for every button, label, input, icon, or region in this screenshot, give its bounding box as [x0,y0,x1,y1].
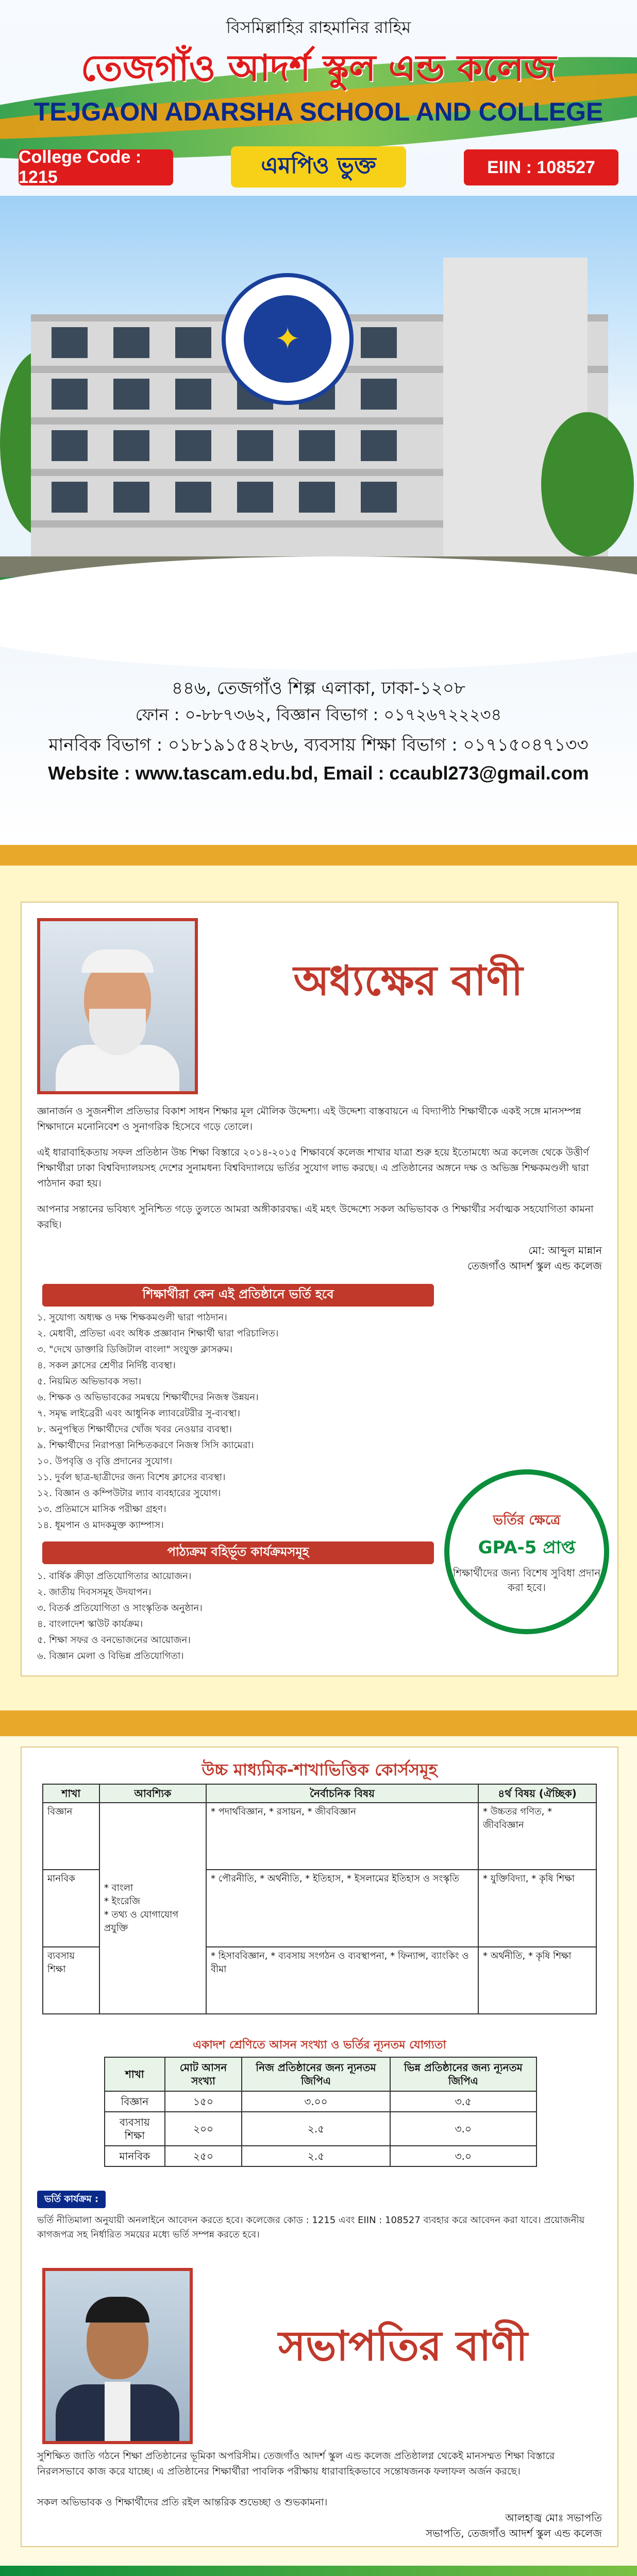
admission-cell: ৩.০ [390,2146,537,2166]
chairman-paragraph: সুশিক্ষিত জাতি গঠনে শিক্ষা প্রতিষ্ঠানের ভূমিকা অপরিসীম। তেজগাঁও আদর্শ স্কুল এন্ড কলেজ প্রতিষ্ঠালগ্ন থেকেই মানসম্মত শিক্ষা বিস্তারে নিরলসভাবে কাজ করে যাচ্ছে। এ প্রতিষ্ঠানের শিক্ষার্থীরা পাবলিক পরীক্ষায় ধারাবাহিকভাবে সন্তোষজনক ফলাফল অর্জন করছে। [37,2450,555,2477]
list-item: ৫. শিক্ষা সফর ও বনভোজনের আয়োজন। [37,1635,191,1646]
admission-cell: ২.৫ [242,2146,390,2166]
admission-header: মোট আসন সংখ্যা [165,2057,242,2091]
principal-paragraph-1: জ্ঞানার্জন ও সুজনশীল প্রতিভার বিকাশ সাধন শিক্ষার মূল মৌলিক উদ্দেশ্য। এই উদ্দেশ্য বাস্তবায়নে এ বিদ্যাপীঠ শিক্ষার্থীকে একই সঙ্গে মানসম্পন্ন শিক্ষাদানে মনোনিবেশ ও সুনাগরিক হিসেবে গড়ে তোলে। [37,1106,581,1132]
admission-cell: ২.৫ [242,2112,390,2146]
header-bottom-wave [0,556,637,670]
course-elective-cell: * পৌরনীতি, * অর্থনীতি, * ইতিহাস, * ইসলামের ইতিহাস ও সংস্কৃতি [206,1870,478,1947]
list-item: ৪. বাংলাদেশ স্কাউট কার্যক্রম। [37,1619,143,1630]
compulsory-subjects-cell [99,1803,206,2014]
principal-signature-title: তেজগাঁও আদর্শ স্কুল এন্ড কলেজ [467,1260,602,1272]
chairman-signature-title: সভাপতি, তেজগাঁও আদর্শ স্কুল এন্ড কলেজ [426,2527,602,2539]
table-row [105,2091,537,2112]
address-text: ৪৪৬, তেজগাঁও শিল্প এলাকা, ঢাকা-১২০৮ [171,678,466,699]
gpa-callout-line-3: শিক্ষার্থীদের জন্য বিশেষ সুবিধা প্রদান করা হবে। [452,1566,601,1594]
gpa-callout-line-2: GPA-5 প্রাপ্ত [478,1537,576,1558]
list-item: ৬. শিক্ষক ও অভিভাবকের সমন্বয়ে শিক্ষার্থীদের নিজস্ব উন্নয়ন। [37,1392,259,1403]
list-item: ১০. উপবৃত্তি ও বৃত্তি প্রদানের সুযোগ। [37,1456,173,1467]
admission-cell: ২০০ [165,2112,242,2146]
list-item: ৫. নিয়মিত অভিভাবক সভা। [37,1376,142,1387]
courses-header-elective: নৈর্বাচনিক বিষয় [206,1784,478,1803]
why-admission-heading: শিক্ষার্থীরা কেন এই প্রতিষ্ঠানে ভর্তি হবে [42,1284,434,1307]
chairman-heading: সভাপতির বাণী [278,2321,528,2370]
principal-paragraph-3: আপনার সন্তানের ভবিষ্যৎ সুনিশ্চিত গড়ে তুলতে আমরা অঙ্গীকারবদ্ধ। এই মহৎ উদ্দেশ্যে সকল অভিভাবক ও শিক্ষার্থীর সর্বাত্মক সহযোগিতা কামনা করছি। [37,1204,594,1230]
bismillah-text: বিসমিল্লাহির রাহমানির রাহিম [226,18,411,37]
mpo-badge: এমপিও ভুক্ত [231,146,406,188]
college-intro-section [0,2566,637,2576]
admission-header: শাখা [105,2057,165,2091]
table-row [43,1803,596,1870]
tree-right [541,412,634,556]
course-branch-cell: বিজ্ঞান [43,1803,99,1870]
list-item: ২. জাতীয় দিবসসমূহ উদযাপন। [37,1587,152,1598]
admission-cell: মানবিক [105,2146,165,2166]
institution-title-bangla: তেজগাঁও আদর্শ স্কুল এন্ড কলেজ [80,46,557,89]
list-item: ৪. সকল ক্লাসের শ্রেণীর নির্দিষ্ট ব্যবস্থা। [37,1360,176,1371]
compulsory-subject: * তথ্য ও যোগাযোগ প্রযুক্তি [104,1909,179,1934]
list-item: ১৩. প্রতিমাসে মাসিক পরীক্ষা গ্রহণ। [37,1504,166,1515]
admission-process-text: ভর্তি নীতিমালা অনুযায়ী অনলাইনে আবেদন করতে হবে। কলেজের কোড : 1215 এবং EIIN : 108527 ব্যবহার করে আবেদন করা যাবে। প্রয়োজনীয় কাগজপত্র সহ নির্ধারিত সময়ের মধ্যে ভর্তি সম্পন্ন করতে হবে। [37,2215,585,2240]
institution-logo [222,273,354,405]
principal-paragraph-2: এই ধারাবাহিকতায় সফল প্রতিষ্ঠান উচ্চ শিক্ষা বিস্তারে ২০১৪-২০১৫ শিক্ষাবর্ষে কলেজ শাখার যাত্রা শুরু হয়ে ইতোমধ্যে অত্র কলেজ থেকে উত্তীর্ণ শিক্ষার্থীরা ঢাকা বিশ্ববিদ্যালয়সহ দেশের সুনামধন্য বিশ্ববিদ্যালয়ে ভর্তির সুযোগ লাভ করছে। এ প্রতিষ্ঠানের অঙ্গনে দক্ষ ও অভিজ্ঞ শিক্ষকমণ্ডলী দ্বারা পাঠদান করা হয়। [37,1147,589,1189]
admission-caption: একাদশ শ্রেণিতে আসন সংখ্যা ও ভর্তির ন্যূনতম যোগ্যতা [193,2039,446,2052]
list-item: ১. সুযোগ্য অধ্যক্ষ ও দক্ষ শিক্ষকমণ্ডলী দ্বারা পাঠদান। [37,1312,227,1323]
admission-cell: ব্যবসায় শিক্ষা [105,2112,165,2146]
chairman-paragraph-2: সকল অভিভাবক ও শিক্ষার্থীদের প্রতি রইল আন্তরিক শুভেচ্ছা ও শুভকামনা। [37,2497,328,2508]
course-branch-cell: মানবিক [43,1870,99,1947]
list-item: ৩. "দেখে ডাক্তারি ডিজিটাল বাংলা" সংযুক্ত ক্লাসরুম। [37,1344,232,1355]
chairman-signature-name: আলহাজ্ব মোঃ সভাপতি [505,2512,602,2524]
admission-cell: ৩.৫ [390,2091,537,2112]
college-code-badge: College Code : 1215 [19,149,173,185]
compulsory-subject: * বাংলা [104,1883,133,1893]
list-item: ১২. বিজ্ঞান ও কম্পিউটার ল্যাব ব্যবহারের সুযোগ। [37,1488,221,1499]
gpa-callout-line-1: ভর্তির ক্ষেত্রে [493,1512,561,1528]
courses-header-optional: ৪র্থ বিষয় (ঐচ্ছিক) [478,1784,596,1803]
chairman-photo [42,2268,193,2444]
admission-cell: ২৫০ [165,2146,242,2166]
eiin-badge: EIIN : 108527 [464,149,618,185]
principal-heading: অধ্যক্ষের বাণী [293,956,523,1005]
principal-section [0,845,637,1710]
courses-title: উচ্চ মাধ্যমিক-শাখাভিত্তিক কোর্সসমূহ [202,1760,438,1780]
list-item: ৮. অনুপস্থিত শিক্ষার্থীদের খোঁজ খবর নেওয়ার ব্যবস্থা। [37,1424,232,1435]
principal-signature [344,1243,602,1274]
list-item: ৬. বিজ্ঞান মেলা ও বিভিন্ন প্রতিযোগিতা। [37,1651,184,1662]
list-item: ১১. দুর্বল ছাত্র-ছাত্রীদের জন্য বিশেষ ক্লাসের ব্যবস্থা। [37,1472,226,1483]
admission-header: নিজ প্রতিষ্ঠানের জন্য ন্যূনতম জিপিএ [242,2057,390,2091]
courses-top-band [0,1710,637,1736]
chairman-signature [344,2510,602,2541]
courses-section [0,1710,637,2566]
courses-header-compulsory: আবশ্যিক [99,1784,206,1803]
logo-emblem-icon: ✦ [244,295,331,383]
header-section [0,0,637,845]
list-item: ৭. সমৃদ্ধ লাইব্রেরী এবং আধুনিক ল্যাবরেটরীর সু-ব্যবস্থা। [37,1408,240,1419]
intro-top-band [0,2566,637,2576]
principal-photo [37,918,198,1094]
course-elective-cell: * হিসাববিজ্ঞান, * ব্যবসায় সংগঠন ও ব্যবস্থাপনা, * ফিন্যান্স, ব্যাংকিং ও বীমা [206,1947,478,2014]
department-phones: মানবিক বিভাগ : ০১৮১৯১৫৪২৮৬, ব্যবসায় শিক্ষা বিভাগ : ০১৭১৫০৪৭১৩৩ [48,735,589,755]
phone-text: ফোন : ০-৮৮৭৩৬২, বিজ্ঞান বিভাগ : ০১৭২৬৭২২২৩৪ [135,705,502,724]
list-item: ১৪. ধূমপান ও মাদকমুক্ত ক্যাম্পাস। [37,1520,164,1531]
why-admission-list [37,1310,418,1533]
admission-header: ভিন্ন প্রতিষ্ঠানের জন্য ন্যূনতম জিপিএ [390,2057,537,2091]
admission-table [104,2057,537,2167]
principal-signature-name: মো: আব্দুল মান্নান [528,1244,602,1257]
institution-title-english: TEJGAON ADARSHA SCHOOL AND COLLEGE [33,97,604,126]
admission-cell: ৩.০ [390,2112,537,2146]
courses-panel [21,1747,618,2547]
admission-process-tag: ভর্তি কার্যক্রম : [37,2191,106,2208]
list-item: ৩. বিতর্ক প্রতিযোগিতা ও সাংস্কৃতিক অনুষ্ঠান। [37,1603,203,1614]
compulsory-subject: * ইংরেজি [104,1896,141,1907]
admission-cell: ৩.০০ [242,2091,390,2112]
course-elective-cell: * পদার্থবিজ্ঞান, * রসায়ন, * জীববিজ্ঞান [206,1803,478,1870]
course-branch-cell: ব্যবসায় শিক্ষা [43,1947,99,2014]
website-email: Website : www.tascam.edu.bd, Email : ccaubl273@gmail.com [48,762,589,784]
admission-cell: বিজ্ঞান [105,2091,165,2112]
extracurricular-list [37,1568,418,1664]
course-optional-cell: * অর্থনীতি, * কৃষি শিক্ষা [478,1947,596,2014]
course-optional-cell: * উচ্চতর গণিত, * জীববিজ্ঞান [478,1803,596,1870]
principal-top-band [0,845,637,866]
course-optional-cell: * যুক্তিবিদ্যা, * কৃষি শিক্ষা [478,1870,596,1947]
courses-table [42,1784,597,2014]
principal-panel [21,902,618,1676]
gpa-5-callout [444,1469,609,1634]
list-item: ১. বার্ষিক ক্রীড়া প্রতিযোগিতার আয়োজন। [37,1571,192,1582]
table-row [105,2146,537,2166]
admission-cell: ১৫০ [165,2091,242,2112]
building-photo [0,196,637,587]
courses-header-branch: শাখা [43,1784,99,1803]
extracurricular-heading: পাঠ্যক্রম বহির্ভূত কার্যক্রমসমূহ [42,1541,434,1564]
table-row [105,2112,537,2146]
list-item: ২. মেধাবী, প্রতিভা এবং অধিক প্রজ্ঞাবান শিক্ষার্থী দ্বারা পরিচালিত। [37,1328,279,1339]
list-item: ৯. শিক্ষার্থীদের নিরাপত্তা নিশ্চিতকরণে নিজস্ব সিসি ক্যামেরা। [37,1440,254,1451]
